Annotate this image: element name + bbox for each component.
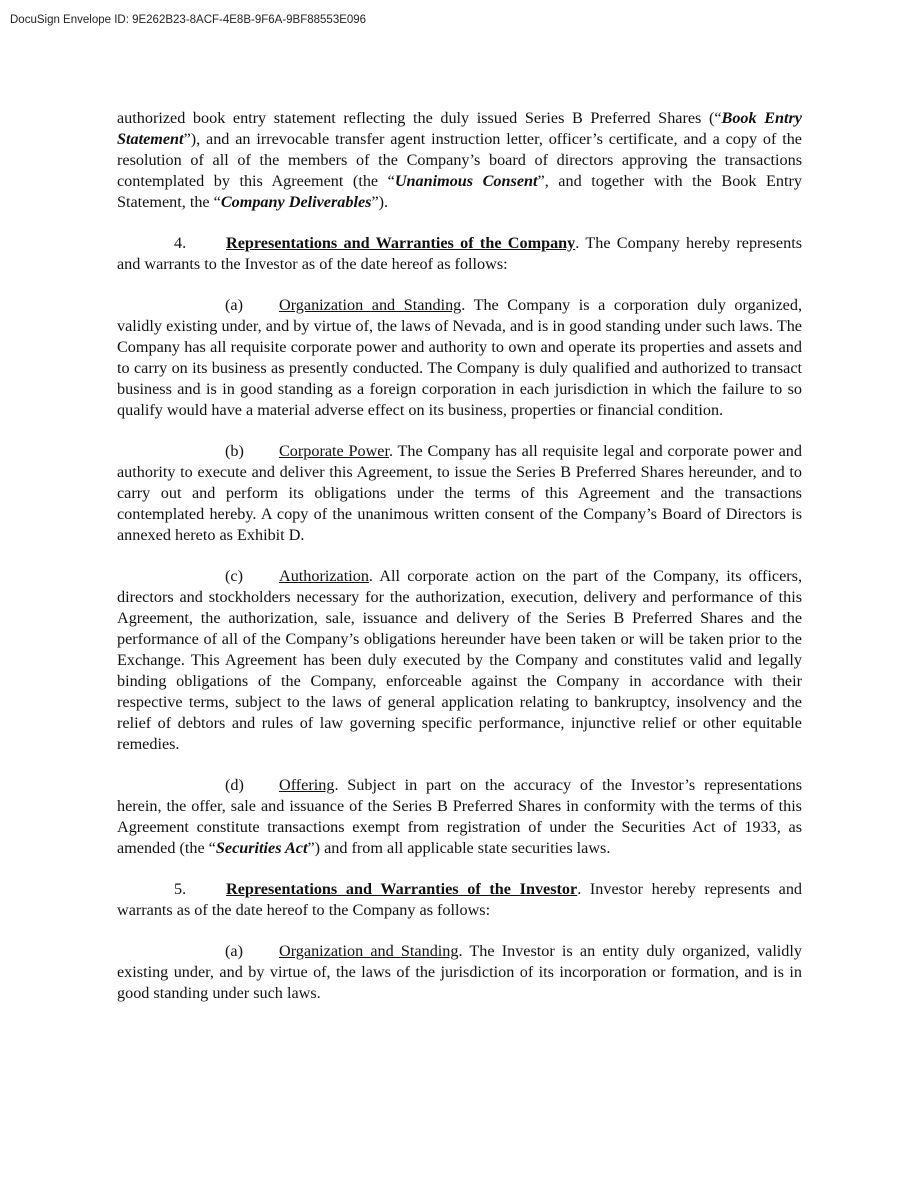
- section-4b-heading: Corporate Power: [279, 442, 389, 460]
- section-5-heading: Representations and Warranties of the Investor: [226, 880, 578, 898]
- term-unanimous-consent: Unanimous Consent: [394, 172, 538, 190]
- term-securities-act: Securities Act: [215, 839, 308, 857]
- section-5a-heading: Organization and Standing: [279, 942, 459, 960]
- section-5-number: 5.: [174, 880, 187, 898]
- section-4-heading: Representations and Warranties of the Company: [226, 234, 576, 252]
- term-book-entry-statement: Book Entry Statement: [117, 109, 802, 148]
- section-4c: (c) Authorization. All corporate action on the part of the Company, its officers, directors and stockholders necessary for the authorization, execution, delivery and performance of this Agreement, the authorization, sale, issuance and delivery of the Series B Preferred Shares and the performance of all of the Company’s obligations hereunder have been taken or will be taken prior to the Exchange. This Agreement has been duly executed by the Company and constitutes valid and legally binding obligations of the Company, enforceable against the Company in accordance with their respective terms, subject to the laws of general application relating to bankruptcy, insolvency and the relief of debtors and rules of law governing specific performance, injunctive relief or other equitable remedies.: [117, 567, 802, 753]
- intro-paragraph: authorized book entry statement reflecting the duly issued Series B Preferred Shares (“Book Entry Statement”), and an irrevocable transfer agent instruction letter, officer’s certificate, and a copy of the resolution of all of the members of the Company’s board of directors approving the transactions contemplated by this Agreement (the “Unanimous Consent”, and together with the Book Entry Statement, the “Company Deliverables”).: [117, 109, 802, 211]
- section-5a: (a) Organization and Standing. The Investor is an entity duly organized, validly existing under, and by virtue of, the laws of the jurisdiction of its incorporation or formation, and is in good standing under such laws.: [117, 942, 802, 1002]
- section-4a: (a) Organization and Standing. The Company is a corporation duly organized, validly existing under, and by virtue of, the laws of Nevada, and is in good standing under such laws. The Company has all requisite corporate power and authority to own and operate its properties and assets and to carry on its business as presently conducted. The Company is duly qualified and authorized to transact business and is in good standing as a foreign corporation in each jurisdiction in which the failure to so qualify would have a material adverse effect on its business, properties or financial condition.: [117, 296, 802, 419]
- section-5: 5. Representations and Warranties of the Investor. Investor hereby represents and warrants as of the date hereof to the Company as follows:: [117, 880, 803, 919]
- section-4: 4. Representations and Warranties of the Company. The Company hereby represents and warrants to the Investor as of the date hereof as follows:: [117, 234, 803, 273]
- section-4c-heading: Authorization: [279, 567, 369, 585]
- document-page: [117, 108, 802, 1024]
- term-company-deliverables: Company Deliverables: [220, 193, 372, 211]
- section-4d-heading: Offering: [279, 776, 335, 794]
- section-4a-heading: Organization and Standing: [279, 296, 462, 314]
- section-4-number: 4.: [174, 234, 187, 252]
- section-4b: (b) Corporate Power. The Company has all requisite legal and corporate power and authority to execute and deliver this Agreement, to issue the Series B Preferred Shares hereunder, and to carry out and perform its obligations under the terms of this Agreement and the transactions contemplated hereby. A copy of the unanimous written consent of the Company’s Board of Directors is annexed hereto as Exhibit D.: [117, 442, 802, 544]
- docusign-envelope-id: DocuSign Envelope ID: 9E262B23-8ACF-4E8B-9F6A-9BF88553E096: [10, 14, 367, 26]
- section-4d: (d) Offering. Subject in part on the accuracy of the Investor’s representations herein, the offer, sale and issuance of the Series B Preferred Shares in conformity with the terms of this Agreement constitute transactions exempt from registration of under the Securities Act of 1933, as amended (the “Securities Act”) and from all applicable state securities laws.: [117, 776, 802, 857]
